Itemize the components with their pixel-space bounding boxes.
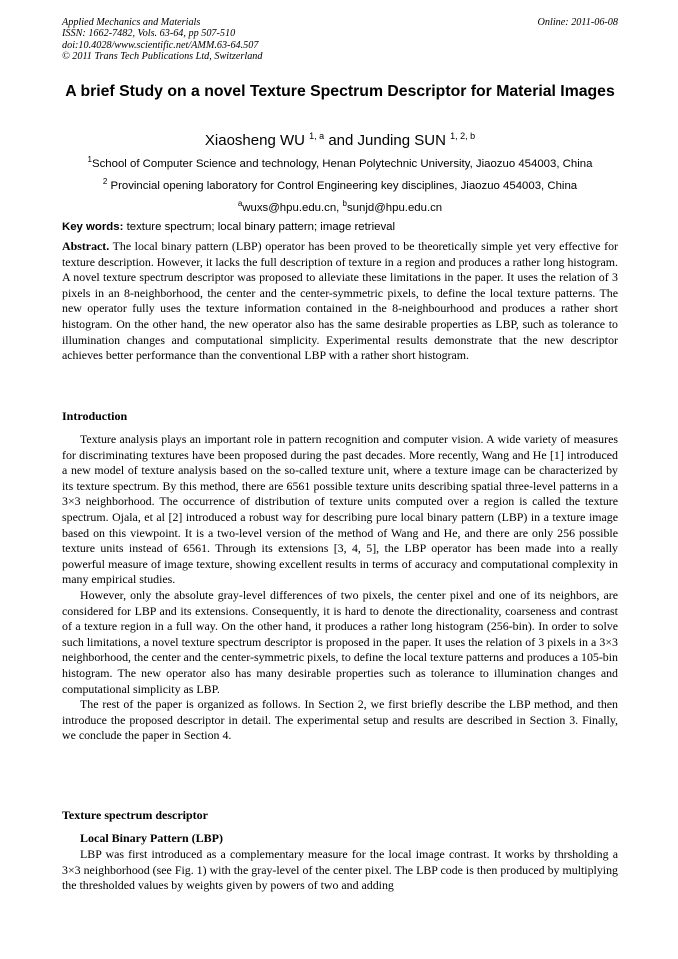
affiliation-1-mark: 1 [87, 155, 92, 164]
lbp-paragraph-1: LBP was first introduced as a complementary measure for the local image contrast. It works by thrsholding a 3×3 neighborhood (see Fig. 1) with the gray-level of the center pixel. The LBP code is then produced by multiplying the thresholded values by weights given by powers of two and adding [62, 847, 618, 893]
copyright-line: © 2011 Trans Tech Publications Ltd, Switzerland [62, 50, 263, 62]
keywords-label: Key words: [62, 221, 124, 233]
section-2-heading: Texture spectrum descriptor [62, 808, 208, 822]
author-and: and [328, 132, 354, 149]
intro-paragraph-1: Texture analysis plays an important role in pattern recognition and computer vision. A wide variety of measures for discriminating textures have been proposed during the past decades. More recently, Wang and He [1] introduced a new model of texture analysis based on the so-called texture unit, where a texture image can be characterized by its texture spectrum. By this method, there are 6561 possible texture units describing spatial three-level patterns in a 3×3 neighborhood. The occurrence of distribution of texture units computed over a region is called the texture spectrum. Ojala, et al [2] introduced a robust way for describing pure local binary pattern (LBP) in a texture image based on this viewpoint. It is a two-level version of the method of Wang and He, and there are only 256 possible texture units instead of 6561. Through its extensions [3, 4, 5], the LBP operator has been made into a really powerful measure of image texture, showing excellent results in terms of accuracy and computational complexity in many empirical studies. [62, 432, 618, 587]
email-b-mark: b [342, 199, 347, 208]
doi-line: doi:10.4028/www.scientific.net/AMM.63-64.507 [62, 39, 259, 51]
author-2-name: Junding SUN [357, 132, 446, 149]
keywords-text: texture spectrum; local binary pattern; image retrieval [126, 221, 396, 233]
intro-paragraph-3: The rest of the paper is organized as follows. In Section 2, we first briefly describe the LBP method, and then introduce the proposed descriptor in detail. The experimental setup and results are described in Section 3. Finally, we conclude the paper in Section 4. [62, 697, 618, 743]
abstract-label: Abstract. [62, 239, 110, 253]
affiliation-1 [62, 157, 618, 171]
intro-paragraph-2: However, only the absolute gray-level differences of two pixels, the center pixel and one of its neighbors, are considered for LBP and its extensions. Consequently, it is hard to denote the directionality, coarseness and contrast of a texture region in a full way. On the other hand, it produces a rather long histogram (256-bin). In order to solve such limitations, a novel texture spectrum descriptor is proposed in the paper. It uses the relation of 3 pixels in a 3×3 neighborhood, the center and the center-symmetric pixels, to define the local texture patterns and produces a 105-bin histogram. The new operator also has many desirable properties such as tolerance to illumination changes and computational simplicity as LBP. [62, 587, 618, 696]
introduction-heading: Introduction [62, 409, 128, 423]
email-line [62, 201, 618, 215]
email-a-mark: a [237, 199, 243, 208]
affiliation-2 [62, 179, 618, 193]
section-2-body [62, 847, 618, 894]
email-a: wuxs@hpu.edu.cn, [242, 202, 340, 214]
email-b: sunjd@hpu.edu.cn [346, 202, 443, 214]
affiliation-1-text: School of Computer Science and technology, Henan Polytechnic University, Jiaozuo 454003, China [92, 158, 593, 170]
affiliation-2-text: Provincial opening laboratory for Control Engineering key disciplines, Jiaozuo 454003, China [110, 180, 578, 192]
keywords [62, 220, 618, 234]
introduction-body [62, 432, 618, 744]
author-2-affil-mark: 1, 2, b [450, 131, 476, 141]
abstract [62, 239, 618, 364]
journal-name: Applied Mechanics and Materials [62, 17, 201, 28]
subsection-lbp-heading: Local Binary Pattern (LBP) [80, 831, 223, 845]
author-1-affil-mark: 1, a [309, 131, 325, 141]
issn-line: ISSN: 1662-7482, Vols. 63-64, pp 507-510 [62, 28, 236, 40]
paper-title: A brief Study on a novel Texture Spectrum Descriptor for Material Images [65, 83, 615, 100]
author-line [62, 132, 618, 150]
abstract-text: The local binary pattern (LBP) operator has been proved to be theoretically simple yet very effective for texture description. However, it lacks the full description of texture in a region and produces a rather long histogram. A novel texture spectrum descriptor was proposed to alleviate these limitations in the paper. It uses the relation of 3 pixels in an 8-neighborhood, the center and the center-symmetric pixels, to define the local texture patterns. The new operator fully uses the texture information contained in the 8-neighbourhood and produces a rather short histogram. On the other hand, the new operator also has the same desirable properties as LBP, such as tolerance to illumination changes and computational simplicity. Experimental results demonstrate that the new descriptor achieves better performance than the conventional LBP with a rather short histogram. [62, 239, 618, 363]
online-date: Online: 2011-06-08 [537, 17, 618, 28]
author-1-name: Xiaosheng WU [204, 132, 305, 149]
affiliation-2-mark: 2 [102, 177, 108, 186]
journal-header [62, 17, 618, 62]
